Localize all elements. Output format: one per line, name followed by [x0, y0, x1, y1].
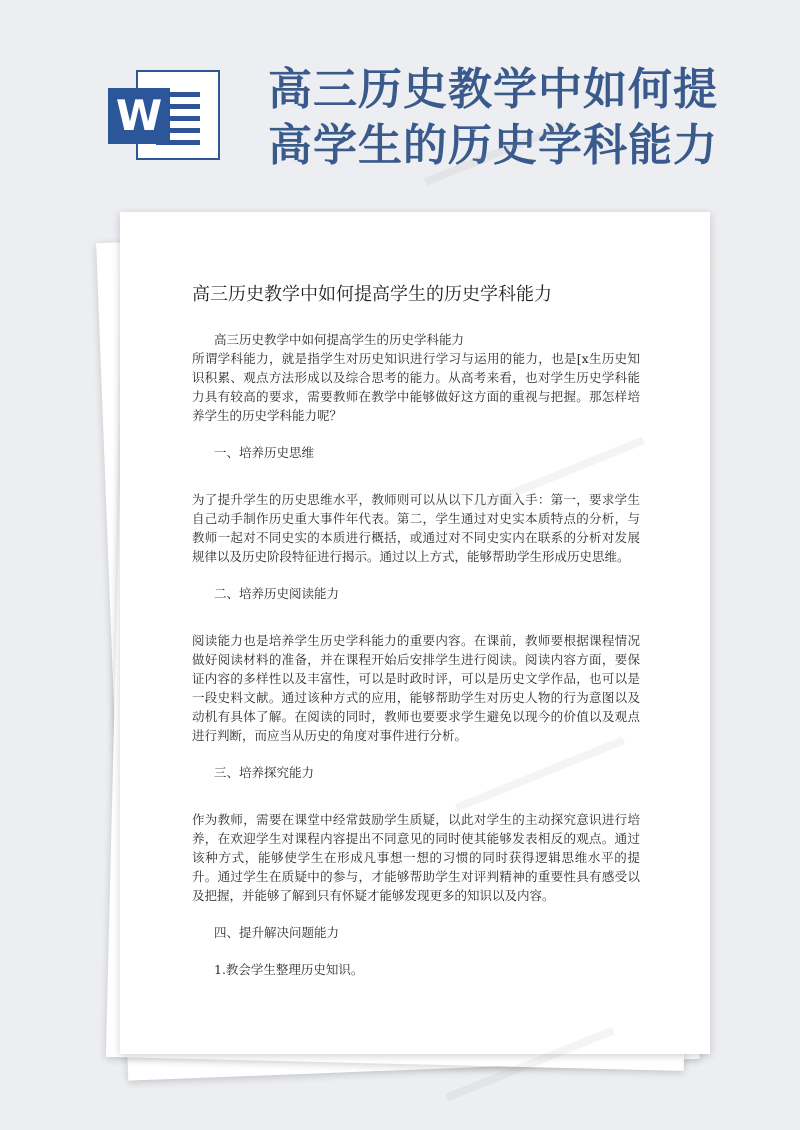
document-page — [120, 212, 710, 1054]
section-heading-2: 二、培养历史阅读能力 — [214, 586, 340, 601]
section-body-3: 作为教师，需要在课堂中经常鼓励学生质疑，以此对学生的主动探究意识进行培养，在欢迎学生对课程内容提出不同意见的同时使其能够发表相反的观点。通过该种方式，能够使学生在形成凡事想一想的习惯的同时获得逻辑思维水平的提升。通过学生在质疑中的参与，才能够帮助学生对评判精神的重要性具有感受以及把握，并能够了解到只有怀疑才能够发现更多的知识以及内容。 — [192, 812, 640, 903]
page-title: 高三历史教学中如何提高学生的历史学科能力 — [268, 64, 718, 171]
section-body-2: 阅读能力也是培养学生历史学科能力的重要内容。在课前，教师要根据课程情况做好阅读材料的准备，并在课程开始后安排学生进行阅读。阅读内容方面，要保证内容的多样性以及丰富性，可以是时政时评，可以是历史文学作品，也可以是一段史料文献。通过该种方式的应用，能够帮助学生对历史人物的行为意图以及动机有具体了解。在阅读的同时，教师也要要求学生避免以现今的价值以及观点进行判断，而应当从历史的角度对事件进行分析。 — [192, 633, 640, 743]
section-heading-1: 一、培养历史思维 — [214, 445, 315, 460]
section-heading-4: 四、提升解决问题能力 — [214, 925, 340, 940]
word-badge: W — [108, 88, 170, 144]
document-subtitle: 高三历史教学中如何提高学生的历史学科能力 — [214, 332, 465, 347]
section-body-1: 为了提升学生的历史思维水平，教师则可以从以下几方面入手：第一，要求学生自己动手制作历史重大事件年代表。第二，学生通过对史实本质特点的分析，与教师一起对不同史实的本质进行概括，或通过对不同史实内在联系的分析对发展规律以及历史阶段特征进行揭示。通过以上方式，能够帮助学生形成历史思维。 — [192, 492, 640, 564]
document-body — [192, 330, 640, 979]
intro-paragraph: 所谓学科能力，就是指学生对历史知识进行学习与运用的能力，也是[x生历史知识积累、观点方法形成以及综合思考的能力。从高考来看，也对学生历史学科能力具有较高的要求，需要教师在教学中能够做好这方面的重视与把握。那怎样培养学生的历史学科能力呢？ — [192, 351, 640, 423]
header — [0, 0, 800, 200]
section-heading-3: 三、培养探究能力 — [214, 765, 315, 780]
list-item: 1.教会学生整理历史知识。 — [214, 962, 364, 977]
document-title: 高三历史教学中如何提高学生的历史学科能力 — [192, 284, 552, 305]
word-document-icon — [108, 70, 220, 160]
